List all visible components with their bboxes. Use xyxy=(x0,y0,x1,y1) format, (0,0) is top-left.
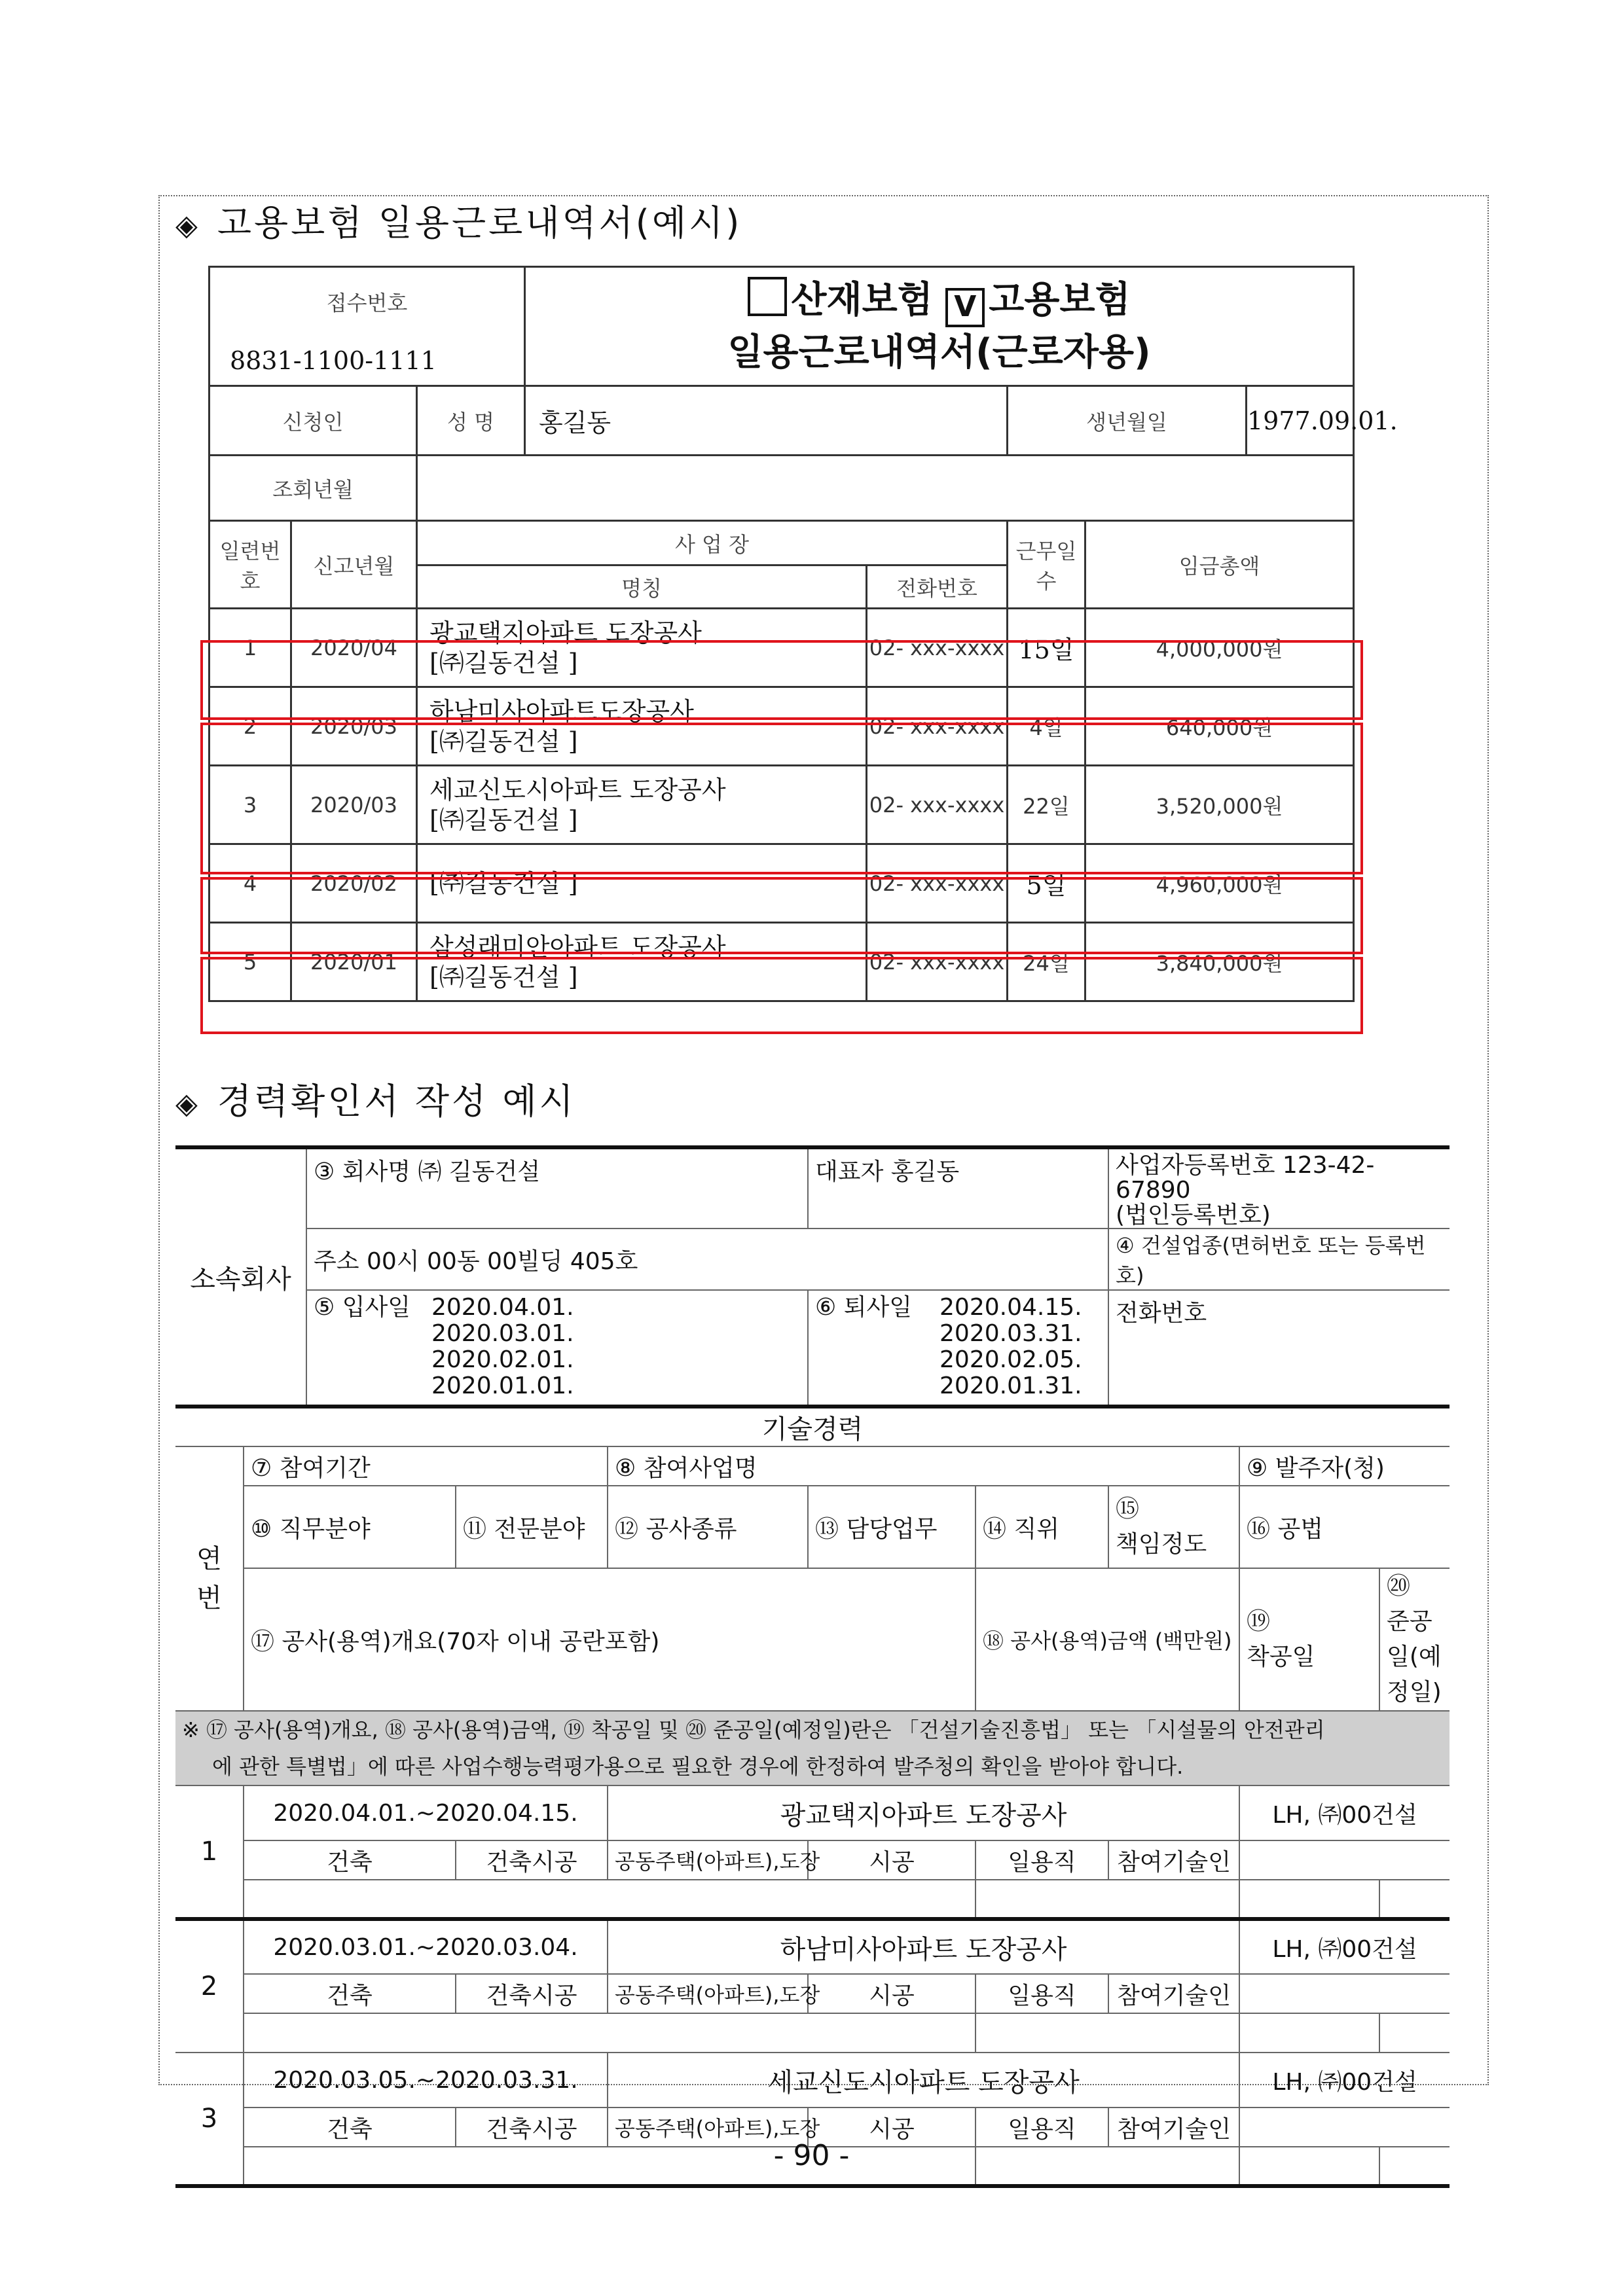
dob-label: 생년월일 xyxy=(1008,386,1247,456)
entry-end xyxy=(1379,1880,1450,1919)
entry-method xyxy=(1239,1974,1450,2013)
entry-project: 세교신도시아파트 도장공사 xyxy=(608,2053,1239,2108)
note-text xyxy=(175,1711,1450,1785)
inquiry-value xyxy=(417,456,1354,521)
header-start-text: 착공일 xyxy=(1247,1643,1315,1670)
title-line2: 일용근로내역서(근로자용) xyxy=(727,331,1151,374)
leave-date: 2020.04.15. xyxy=(939,1294,1082,1321)
entry-responsibility: 참여기술인 xyxy=(1108,1974,1239,2013)
company-label: 소속회사 xyxy=(175,1147,306,1407)
row-serial: 3 xyxy=(210,766,291,844)
header-duty: ⑩ 직무분야 xyxy=(244,1486,456,1568)
row-serial: 4 xyxy=(210,844,291,923)
entry-start xyxy=(1239,1880,1379,1919)
career-form-table xyxy=(175,1145,1450,2188)
row-report: 2020/04 xyxy=(291,609,417,687)
col-wp-name: 명칭 xyxy=(417,565,867,609)
entry-client: LH, ㈜00건설 xyxy=(1239,1919,1450,1974)
name-label: 성 명 xyxy=(417,386,525,456)
header-summary: ⑰ 공사(용역)개요(70자 이내 공란포함) xyxy=(244,1568,976,1711)
entry-task: 시공 xyxy=(808,1840,976,1880)
title-employment: 고용보험 xyxy=(989,278,1131,321)
leave-date: 2020.03.31. xyxy=(939,1320,1082,1347)
serial-label-2: 번 xyxy=(196,1583,222,1613)
header-end-text: 준공일(예정일) xyxy=(1387,1608,1442,1706)
entry-worktype: 공동주택(아파트),도장 xyxy=(608,2108,808,2147)
entry-period: 2020.03.05.~2020.03.31. xyxy=(244,2053,608,2108)
corporate-reg-no: (법인등록번호) xyxy=(1116,1202,1271,1229)
tech-career-header: 기술경력 xyxy=(175,1407,1450,1446)
header-amount: ⑱ 공사(용역)금액 (백만원) xyxy=(976,1568,1239,1711)
highlight-box xyxy=(200,877,1363,954)
row-wage: 3,520,000원 xyxy=(1085,766,1354,844)
section-title-career xyxy=(175,1073,576,1124)
entry-duty: 건축 xyxy=(244,2108,456,2147)
leave-date: 2020.02.05. xyxy=(939,1346,1082,1373)
applicant-label: 신청인 xyxy=(210,386,417,456)
row-wage: 4,960,000원 xyxy=(1085,844,1354,923)
row-phone: 02- xxx-xxxx xyxy=(867,923,1008,1001)
row-project: 하남미사아파트도장공사 xyxy=(429,696,694,726)
entry-serial: 1 xyxy=(175,1785,244,1919)
entry-period: 2020.03.01.~2020.03.04. xyxy=(244,1919,608,1974)
entry-method xyxy=(1239,1840,1450,1880)
entry-amount xyxy=(976,2013,1239,2053)
row-phone: 02- xxx-xxxx xyxy=(867,609,1008,687)
row-company: [㈜길동건설 ] xyxy=(429,648,578,677)
row-phone: 02- xxx-xxxx xyxy=(867,844,1008,923)
join-label: ⑤ 입사일 xyxy=(314,1294,411,1321)
entry-worktype: 공동주택(아파트),도장 xyxy=(608,1840,808,1880)
entry-specialty: 건축시공 xyxy=(456,2108,608,2147)
row-project: 세교신도시아파트 도장공사 xyxy=(429,775,726,804)
header-task: ⑬ 담당업무 xyxy=(808,1486,976,1568)
name-value: 홍길동 xyxy=(525,386,1008,456)
inquiry-label: 조회년월 xyxy=(210,456,417,521)
row-company: [㈜길동건설 ] xyxy=(429,962,578,992)
entry-position: 일용직 xyxy=(976,1974,1108,2013)
entry-summary xyxy=(244,2013,976,2053)
section-title-insurance xyxy=(175,195,742,245)
ceo-name: 대표자 홍길동 xyxy=(808,1147,1108,1229)
company-name: ③ 회사명 ㈜ 길동건설 xyxy=(306,1147,808,1229)
license-info: ④ 건설업종(면허번호 또는 등록번호) xyxy=(1108,1229,1450,1290)
diamond-icon: ◈ xyxy=(175,1087,200,1121)
col-serial: 일련번호 xyxy=(210,521,291,609)
entry-client: LH, ㈜00건설 xyxy=(1239,2053,1450,2108)
join-date: 2020.03.01. xyxy=(431,1320,574,1347)
row-company: [㈜길동건설 ] xyxy=(429,805,578,834)
header-start-num: ⑲ xyxy=(1247,1608,1271,1635)
entry-summary xyxy=(244,1880,976,1919)
leave-date: 2020.01.31. xyxy=(939,1372,1082,1399)
col-days: 근무일수 xyxy=(1008,521,1085,609)
entry-task: 시공 xyxy=(808,2108,976,2147)
row-company: [㈜길동건설 ] xyxy=(429,869,578,898)
row-days: 4일 xyxy=(1008,687,1085,766)
entry-project: 하남미사아파트 도장공사 xyxy=(608,1919,1239,1974)
entry-responsibility: 참여기술인 xyxy=(1108,1840,1239,1880)
row-wage: 640,000원 xyxy=(1085,687,1354,766)
entry-end xyxy=(1379,2013,1450,2053)
join-date: 2020.04.01. xyxy=(431,1294,574,1321)
header-responsibility xyxy=(1108,1486,1239,1568)
row-company: [㈜길동건설 ] xyxy=(429,726,578,756)
header-project: ⑧ 참여사업명 xyxy=(608,1446,1239,1486)
entry-client: LH, ㈜00건설 xyxy=(1239,1785,1450,1840)
header-start xyxy=(1239,1568,1379,1711)
note-line: 에 관한 특별법」에 따른 사업수행능력평가용으로 필요한 경우에 한정하여 발주청의 확인을 받아야 합니다. xyxy=(212,1754,1184,1779)
dob-value: 1977.09.01. xyxy=(1247,386,1354,456)
section-title-text: 경력확인서 작성 예시 xyxy=(217,1081,576,1122)
company-address: 주소 00시 00동 00빌딩 405호 xyxy=(306,1229,1108,1290)
row-report: 2020/02 xyxy=(291,844,417,923)
leave-label: ⑥ 퇴사일 xyxy=(815,1294,913,1321)
entry-position: 일용직 xyxy=(976,1840,1108,1880)
entry-specialty: 건축시공 xyxy=(456,1840,608,1880)
row-project: 삼성래미안아파트 도장공사 xyxy=(429,932,726,961)
col-wage: 임금총액 xyxy=(1085,521,1354,609)
row-serial: 5 xyxy=(210,923,291,1001)
leave-dates xyxy=(808,1290,1108,1407)
row-serial: 1 xyxy=(210,609,291,687)
header-resp-num: ⑮ xyxy=(1116,1496,1140,1522)
row-report: 2020/03 xyxy=(291,766,417,844)
entry-amount xyxy=(976,1880,1239,1919)
diamond-icon: ◈ xyxy=(175,209,200,242)
receipt-number: 8831-1100-1111 xyxy=(210,336,525,386)
serial-label-1: 연 xyxy=(196,1544,222,1574)
row-report: 2020/01 xyxy=(291,923,417,1001)
row-days: 15일 xyxy=(1008,609,1085,687)
row-project: 광교택지아파트 도장공사 xyxy=(429,618,702,647)
header-worktype: ⑫ 공사종류 xyxy=(608,1486,808,1568)
entry-specialty: 건축시공 xyxy=(456,1974,608,2013)
entry-worktype: 공동주택(아파트),도장 xyxy=(608,1974,808,2013)
title-industrial: 산재보험 xyxy=(791,278,933,321)
header-method: ⑯ 공법 xyxy=(1239,1486,1450,1568)
row-phone: 02- xxx-xxxx xyxy=(867,766,1008,844)
entry-serial: 2 xyxy=(175,1919,244,2053)
entry-duty: 건축 xyxy=(244,1974,456,2013)
business-reg-no: 사업자등록번호 123-42-67890 xyxy=(1116,1152,1375,1204)
entry-project: 광교택지아파트 도장공사 xyxy=(608,1785,1239,1840)
entry-responsibility: 참여기술인 xyxy=(1108,2108,1239,2147)
highlight-box xyxy=(200,640,1363,720)
note-line: ※ ⑰ 공사(용역)개요, ⑱ 공사(용역)금액, ⑲ 착공일 및 ⑳ 준공일(예정일)란은 「건설기술진흥법」 또는 「시설물의 안전관리 xyxy=(182,1717,1325,1742)
header-specialty: ⑪ 전문분야 xyxy=(456,1486,608,1568)
row-phone: 02- xxx-xxxx xyxy=(867,687,1008,766)
page-number: - 90 - xyxy=(773,2139,850,2172)
row-days: 5일 xyxy=(1008,844,1085,923)
receipt-label: 접수번호 xyxy=(210,267,525,336)
serial-label xyxy=(175,1446,244,1711)
join-date: 2020.01.01. xyxy=(431,1372,574,1399)
header-period: ⑦ 참여기간 xyxy=(244,1446,608,1486)
section-title-text: 고용보험 일용근로내역서(예시) xyxy=(217,202,742,243)
row-serial: 2 xyxy=(210,687,291,766)
row-days: 22일 xyxy=(1008,766,1085,844)
row-wage: 3,840,000원 xyxy=(1085,923,1354,1001)
entry-duty: 건축 xyxy=(244,1840,456,1880)
highlight-box xyxy=(200,957,1363,1034)
header-resp-text: 책임정도 xyxy=(1116,1531,1207,1558)
header-client: ⑨ 발주자(청) xyxy=(1239,1446,1450,1486)
join-date: 2020.02.01. xyxy=(431,1346,574,1373)
header-end-num: ⑳ xyxy=(1387,1573,1411,1600)
row-wage: 4,000,000원 xyxy=(1085,609,1354,687)
entry-serial: 3 xyxy=(175,2053,244,2186)
header-position: ⑭ 직위 xyxy=(976,1486,1108,1568)
entry-period: 2020.04.01.~2020.04.15. xyxy=(244,1785,608,1840)
phone-label: 전화번호 xyxy=(1108,1290,1450,1407)
col-wp-phone: 전화번호 xyxy=(867,565,1008,609)
row-days: 24일 xyxy=(1008,923,1085,1001)
header-end xyxy=(1379,1568,1450,1711)
business-number xyxy=(1108,1147,1450,1229)
highlight-box xyxy=(200,723,1363,874)
col-report: 신고년월 xyxy=(291,521,417,609)
row-report: 2020/03 xyxy=(291,687,417,766)
entry-start xyxy=(1239,2013,1379,2053)
col-workplace: 사 업 장 xyxy=(417,521,1008,565)
entry-task: 시공 xyxy=(808,1974,976,2013)
form-title xyxy=(525,267,1354,386)
checkbox-industrial xyxy=(748,277,787,316)
entry-position: 일용직 xyxy=(976,2108,1108,2147)
join-dates xyxy=(306,1290,808,1407)
checkbox-employment: V xyxy=(945,288,985,327)
